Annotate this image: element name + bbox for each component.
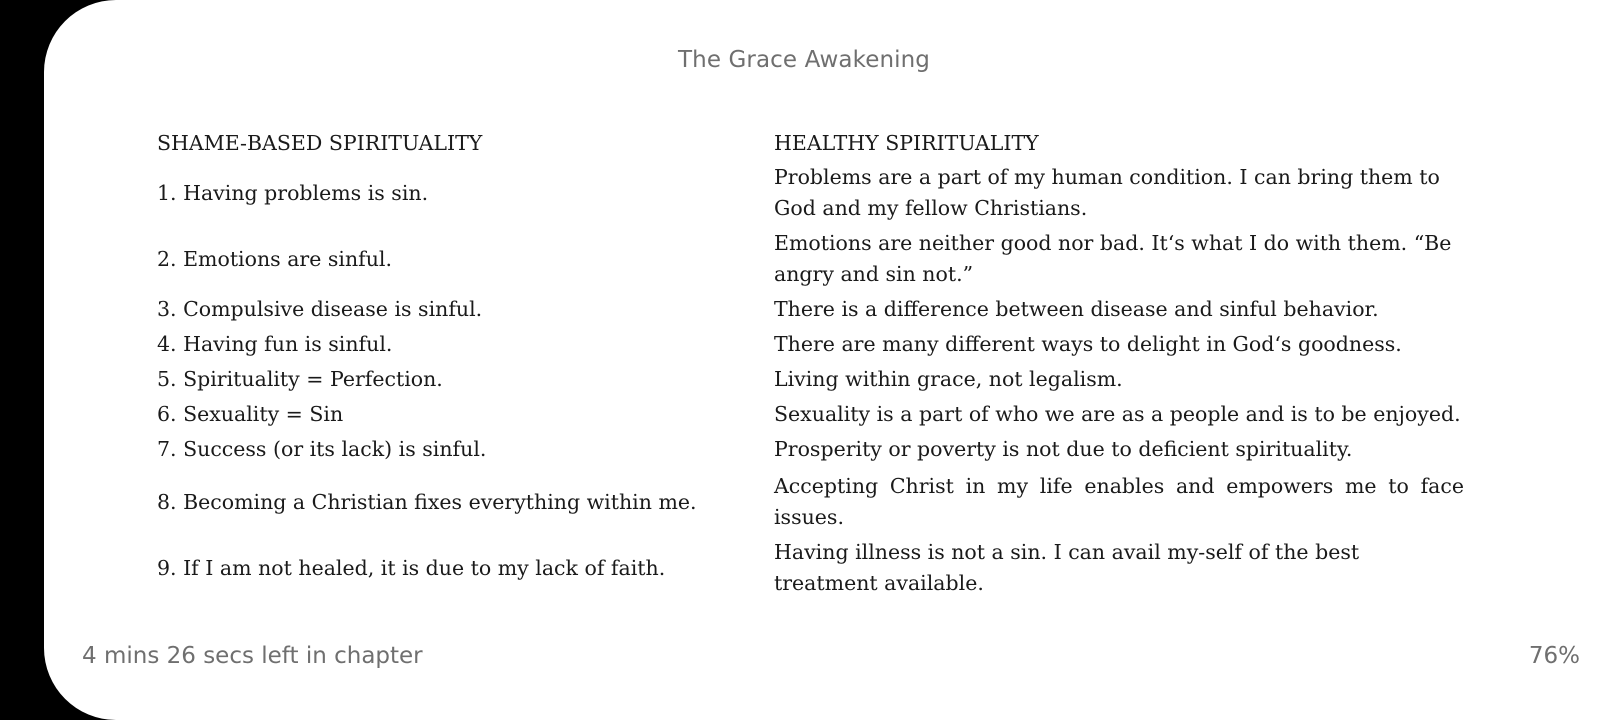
shame-item-8: 8. Becoming a Christian fixes everything within me. <box>157 489 697 514</box>
shame-item-9: 9. If I am not healed, it is due to my lack of faith. <box>157 555 666 580</box>
shame-item-1: 1. Having problems is sin. <box>157 180 429 205</box>
book-title: The Grace Awakening <box>678 47 930 73</box>
healthy-item-2: Emotions are neither good nor bad. It‘s what I do with them. “Be angry and sin not.” <box>774 231 1452 286</box>
healthy-item-7: Prosperity or poverty is not due to deficient spirituality. <box>774 437 1353 461</box>
healthy-item-6: Sexuality is a part of who we are as a people and is to be enjoyed. <box>774 402 1461 426</box>
chapter-time-remaining: 4 mins 26 secs left in chapter <box>82 643 423 669</box>
healthy-item-9: Having illness is not a sin. I can avail my-self of the best treatment available. <box>774 540 1360 595</box>
healthy-item-8: Accepting Christ in my life enables and empowers me to face issues. <box>774 474 1464 529</box>
healthy-item-4: There are many different ways to delight in God‘s goodness. <box>774 332 1402 356</box>
shame-item-4: 4. Having fun is sinful. <box>157 332 393 356</box>
shame-item-5: 5. Spirituality = Perfection. <box>157 367 443 391</box>
reading-progress-percent: 76% <box>1528 643 1580 669</box>
column-header-shame-based: SHAME-BASED SPIRITUALITY <box>157 131 483 155</box>
healthy-item-1: Problems are a part of my human condition. I can bring them to God and my fellow Christians. <box>774 165 1440 220</box>
healthy-item-3: There is a difference between disease and sinful behavior. <box>774 297 1379 321</box>
healthy-item-5: Living within grace, not legalism. <box>774 367 1123 391</box>
reader-page[interactable] <box>44 0 1600 720</box>
shame-item-7: 7. Success (or its lack) is sinful. <box>157 437 487 461</box>
shame-item-2: 2. Emotions are sinful. <box>157 246 393 271</box>
shame-item-3: 3. Compulsive disease is sinful. <box>157 297 483 321</box>
shame-item-6: 6. Sexuality = Sin <box>157 402 344 426</box>
column-header-healthy: HEALTHY SPIRITUALITY <box>774 131 1039 155</box>
